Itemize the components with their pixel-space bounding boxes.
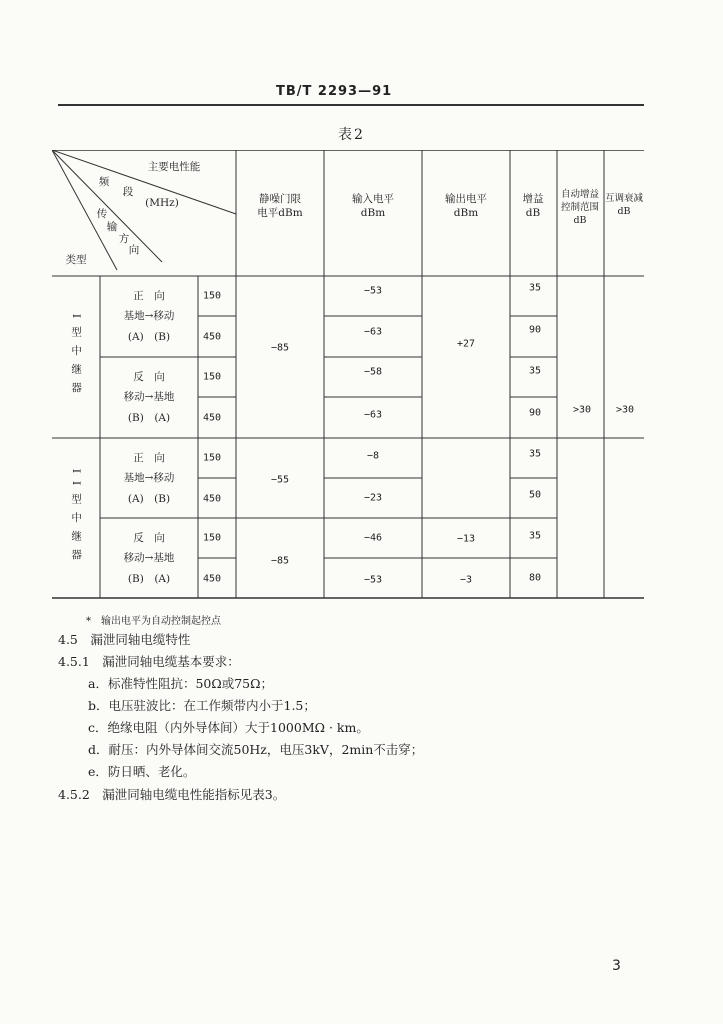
col-header-output-line2: dBm — [453, 207, 479, 219]
col-header-input-line1: 输入电平 — [352, 192, 394, 205]
col-header-output-line1: 输出电平 — [445, 192, 487, 205]
gain-cell: 80 — [528, 572, 542, 584]
diag-freq-unit: (MHz) — [145, 196, 179, 209]
type-ii-repeater: II型中继器 — [70, 468, 83, 568]
t1-path-forward: 基地→移动 — [123, 309, 175, 322]
requirement-item-a: a．标准特性阻抗：50Ω或75Ω； — [88, 676, 273, 691]
col-header-agc-line1: 自动增益 — [560, 188, 600, 200]
t1-dir-reverse: 反 向 — [133, 370, 165, 383]
t2-forward-threshold: −55 — [270, 474, 290, 486]
section-4-5-2-heading: 4.5.2 漏泄同轴电缆电性能指标见表3。 — [58, 787, 286, 802]
agc-range-value: >30 — [572, 404, 592, 416]
col-header-agc-line3: dB — [573, 214, 587, 226]
diag-dir-label-2: 输 — [106, 220, 118, 233]
freq-cell: 450 — [202, 331, 222, 343]
col-header-gain-line2: dB — [525, 207, 541, 219]
col-header-agc — [561, 189, 599, 227]
diag-dir-label-1: 传 — [96, 207, 108, 220]
t1-path-forward-ab: (A) (B) — [127, 330, 171, 343]
col-header-threshold — [257, 192, 302, 220]
t2-path-forward: 基地→移动 — [123, 471, 175, 484]
t1-dir-forward: 正 向 — [133, 289, 165, 302]
t2-dir-forward: 正 向 — [133, 451, 165, 464]
freq-cell: 150 — [202, 290, 222, 302]
output-level-cell: −3 — [459, 574, 473, 586]
header-rule — [58, 104, 644, 106]
gain-cell: 35 — [528, 365, 542, 377]
t2-path-reverse: 移动→基地 — [123, 551, 175, 564]
input-level-cell: −63 — [363, 409, 383, 421]
standard-number-header: TB/T 2293—91 — [276, 84, 393, 99]
page-number: 3 — [612, 958, 621, 974]
col-header-isolation — [605, 193, 643, 219]
col-header-threshold-line2: 电平dBm — [257, 207, 303, 219]
t1-output-level: +27 — [456, 338, 476, 350]
gain-cell: 90 — [528, 407, 542, 419]
type-i-repeater: I型中继器 — [70, 313, 83, 401]
freq-cell: 150 — [202, 532, 222, 544]
input-level-cell: −63 — [363, 326, 383, 338]
requirement-item-d: d．耐压：内外导体间交流50Hz，电压3kV，2min不击穿； — [88, 742, 424, 757]
output-level-cell: −13 — [456, 533, 476, 545]
t1-path-reverse: 移动→基地 — [123, 390, 175, 403]
gain-cell: 90 — [528, 324, 542, 336]
diag-type-label: 类型 — [65, 253, 87, 266]
table-caption: 表2 — [338, 127, 365, 143]
t1-path-reverse-ba: (B) (A) — [127, 411, 171, 424]
col-header-input-line2: dBm — [360, 207, 386, 219]
col-header-input — [352, 192, 394, 220]
col-header-gain-line1: 增益 — [522, 192, 544, 205]
input-level-cell: −53 — [363, 574, 383, 586]
col-header-gain — [523, 192, 544, 220]
col-header-agc-line2: 控制范围 — [560, 201, 600, 213]
input-level-cell: −58 — [363, 366, 383, 378]
gain-cell: 50 — [528, 489, 542, 501]
input-level-cell: −8 — [366, 450, 380, 462]
freq-cell: 450 — [202, 573, 222, 585]
input-level-cell: −23 — [363, 492, 383, 504]
diag-freq-label-1: 频 — [98, 175, 110, 188]
input-level-cell: −46 — [363, 532, 383, 544]
repeater-parameter-table — [52, 150, 644, 608]
requirement-item-b: b．电压驻波比：在工作频带内小于1.5； — [88, 698, 316, 713]
freq-cell: 150 — [202, 371, 222, 383]
t2-path-reverse-ba: (B) (A) — [127, 572, 171, 585]
diag-perf-label: 主要电性能 — [147, 160, 201, 173]
freq-cell: 450 — [202, 493, 222, 505]
table-footnote: * 输出电平为自动控制起控点 — [86, 616, 221, 627]
col-header-threshold-line1: 静噪门限 — [259, 192, 301, 205]
section-4-5-1-heading: 4.5.1 漏泄同轴电缆基本要求： — [58, 654, 240, 669]
t1-threshold: −85 — [270, 342, 290, 354]
t2-path-forward-ab: (A) (B) — [127, 492, 171, 505]
diag-freq-label-2: 段 — [122, 185, 134, 198]
requirement-item-e: e．防日晒、老化。 — [88, 764, 196, 779]
diag-dir-label-4: 向 — [128, 243, 140, 256]
requirement-item-c: c．绝缘电阻（内外导体间）大于1000MΩ · km。 — [88, 720, 369, 735]
col-header-output — [445, 192, 487, 220]
gain-cell: 35 — [528, 530, 542, 542]
gain-cell: 35 — [528, 448, 542, 460]
t2-reverse-threshold: −85 — [270, 555, 290, 567]
isolation-value: >30 — [615, 404, 635, 416]
freq-cell: 450 — [202, 412, 222, 424]
freq-cell: 150 — [202, 452, 222, 464]
col-header-isolation-line1: 互调衰减 — [604, 193, 644, 205]
col-header-isolation-line2: dB — [617, 206, 631, 217]
diag-dir-label-3: 方 — [118, 232, 130, 245]
input-level-cell: −53 — [363, 285, 383, 297]
section-4-5-heading: 4.5 漏泄同轴电缆特性 — [58, 632, 191, 647]
gain-cell: 35 — [528, 282, 542, 294]
t2-dir-reverse: 反 向 — [133, 531, 165, 544]
